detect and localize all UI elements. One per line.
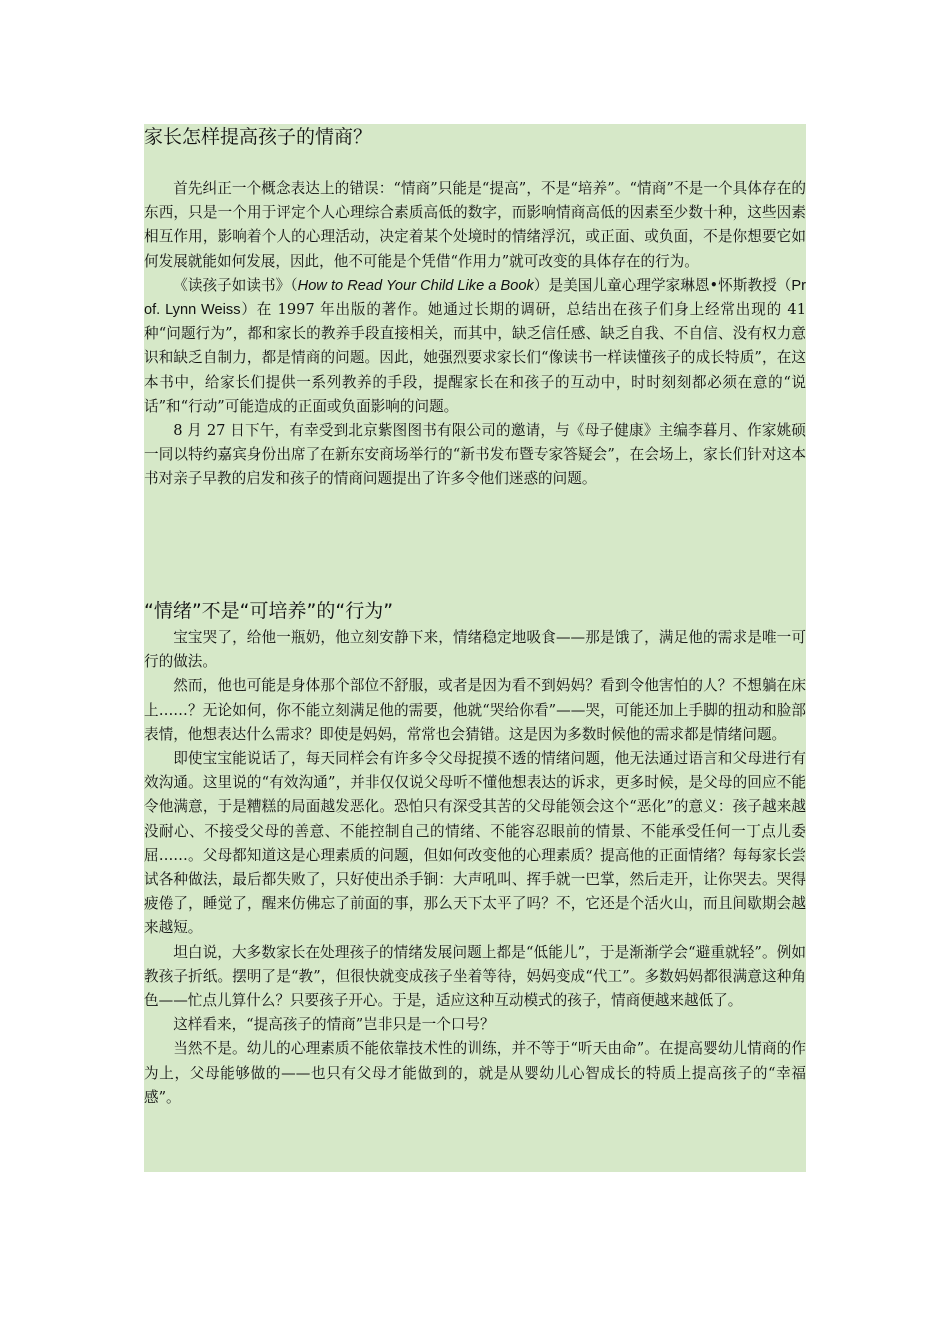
paragraph-slogan-question: 这样看来，“提高孩子的情商”岂非只是一个口号？ [173, 1016, 495, 1034]
paragraph-discomfort: 然而，他也可能是身体那个部位不舒服，或者是因为看不到妈妈？看到令他害怕的人？不想躺在床上……？无论如何，你不能立刻满足他的需要，他就“哭给你看”——哭，可能还加上手脚的扭动和脸部表情，他想表达什么需求？即使是妈妈，常常也会猜错。这是因为多数时候他的需求都是情绪问题。 [144, 677, 806, 743]
book-author-english-name: Prof. Lynn Weiss [144, 277, 806, 319]
section-1-body [144, 177, 806, 492]
paragraph-low-ability: 坦白说，大多数家长在处理孩子的情绪发展问题上都是“低能儿”，于是渐渐学会“避重就轻”。例如教孩子折纸。摆明了是“教”，但很快就变成孩子坐着等待，妈妈变成“代工”。多数妈妈都很满意这种角色——忙点儿算什么？只要孩子开心。于是，适应这种互动模式的孩子，情商便越来越低了。 [144, 943, 806, 1010]
paragraph-baby-cry: 宝宝哭了，给他一瓶奶，他立刻安静下来，情绪稳定地吸食——那是饿了，满足他的需求是唯一可行的做法。 [144, 629, 806, 671]
paragraph-event: 8 月 27 日下午，有幸受到北京紫图图书有限公司的邀请，与《母子健康》主编李暮月、作家姚硕一同以特约嘉宾身份出席了在新东安商场举行的“新书发布暨专家答疑会”，在会场上，家长们针对这本书对亲子早教的启发和孩子的情商问题提出了许多令他们迷惑的问题。 [144, 422, 806, 488]
section-2-body [144, 626, 806, 1110]
book-text-1: 《读孩子如读书》（ [173, 276, 298, 294]
document-page [144, 124, 806, 1172]
section-1-title: 家长怎样提高孩子的情商？ [144, 126, 373, 148]
paragraph-conclusion: 当然不是。幼儿的心理素质不能依靠技术性的训练，并不等于“听天由命”。在提高婴幼儿情商的作为上，父母能够做的——也只有父母才能做到的，就是从婴幼儿心智成长的特质上提高孩子的“幸福感”。 [144, 1040, 806, 1106]
section-2-title: “情绪”不是“可培养”的“行为” [144, 600, 394, 622]
book-text-2: ）是美国儿童心理学家琳恩•怀斯教授（ [533, 276, 792, 294]
book-text-3: ）在 1997 年出版的著作。她通过长期的调研，总结出在孩子们身上经常出现的 41 种“问题行为”，都和家长的教养手段直接相关，而其中，缺乏信任感、缺乏自我、不自信、没有权力意识和缺乏自制力，都是情商的问题。因此，她强烈要求家长们“像读书一样读懂孩子的成长特质”，在这本书中，给家长们提供一系列教养的手段，提醒家长在和孩子的互动中，时时刻刻都必须在意的“说话”和“行动”可能造成的正面或负面影响的问题。 [144, 301, 806, 415]
paragraph-book [144, 274, 806, 419]
section-2 [144, 598, 806, 624]
paragraph-intro: 首先纠正一个概念表达上的错误：“情商”只能是“提高”，不是“培养”。“情商”不是一个具体存在的东西，只是一个用于评定个人心理综合素质高低的数字，而影响情商高低的因素至少数十种，这些因素相互作用，影响着个人的心理活动，决定着某个处境时的情绪浮沉，或正面、或负面，不是你想要它如何发展就能如何发展，因此，他不可能是个凭借“作用力”就可改变的具体存在的行为。 [144, 180, 806, 270]
book-english-title: How to Read Your Child Like a Book [297, 277, 534, 294]
section-1 [144, 124, 806, 150]
paragraph-communication: 即使宝宝能说话了，每天同样会有许多令父母捉摸不透的情绪问题，他无法通过语言和父母进行有效沟通。这里说的“有效沟通”，并非仅仅说父母听不懂他想表达的诉求，更多时候，是父母的回应不能令他满意，于是糟糕的局面越发恶化。恐怕只有深受其苦的父母能领会这个“恶化”的意义：孩子越来越没耐心、不接受父母的善意、不能控制自己的情绪、不能容忍眼前的情景、不能承受任何一丁点儿委屈……。父母都知道这是心理素质的问题，但如何改变他的心理素质？提高他的正面情绪？每每家长尝试各种做法，最后都失败了，只好使出杀手锏：大声吼叫、挥手就一巴掌，然后走开，让你哭去。哭得疲倦了，睡觉了，醒来仿佛忘了前面的事，那么天下太平了吗？不，它还是个活火山，而且间歇期会越来越短。 [144, 750, 806, 937]
